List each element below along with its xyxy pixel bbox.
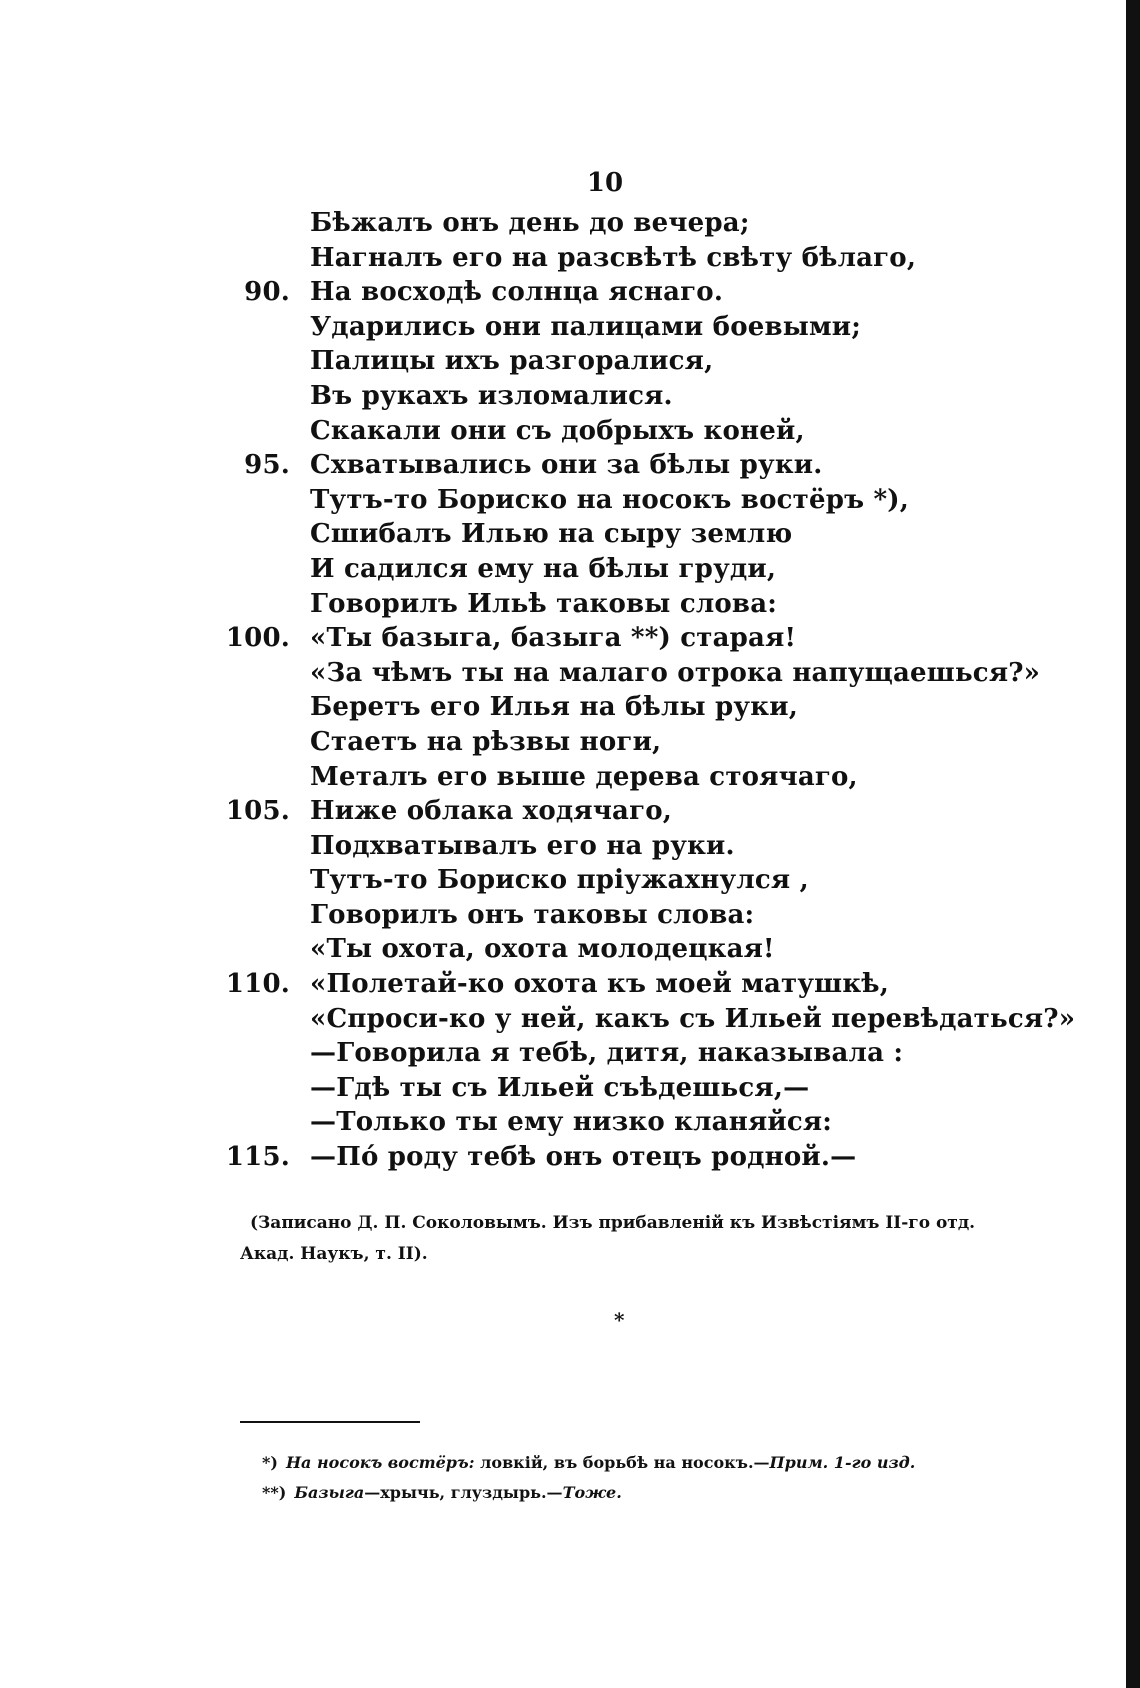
verse-number: 95. <box>244 450 290 481</box>
verse-text: Нагналъ его на разсвѣтѣ свѣту бѣлаго, <box>310 242 917 273</box>
verse-text: «За чѣмъ ты на малаго отрока напущаешься?» <box>310 657 1041 688</box>
verse-text: «Полетай-ко охота къ моей матушкѣ, <box>310 969 890 1000</box>
verse-line <box>220 1002 1076 1037</box>
footnote <box>262 1478 1022 1508</box>
verse-line <box>220 552 1000 587</box>
verse-text: На восходѣ солнца яснаго. <box>310 277 724 308</box>
verse-text: И садился ему на бѣлы груди, <box>310 553 777 584</box>
verse-line <box>220 725 1000 760</box>
verse-line <box>220 967 1000 1002</box>
verse-number: 105. <box>225 796 290 827</box>
verse-line <box>220 621 1000 656</box>
verse-line <box>220 898 1000 933</box>
verse-line <box>220 344 1000 379</box>
verse-text: Ударились они палицами боевыми; <box>310 311 862 342</box>
footnote-body: ловкій, въ борьбѣ на носокъ.— <box>480 1453 770 1472</box>
footnote-mark: **) <box>262 1483 287 1502</box>
verse-line <box>220 1105 1000 1140</box>
source-note: (Записано Д. П. Соколовымъ. Изъ прибавленій къ Извѣстіямъ II-го отд. Акад. Наукъ, т. II). <box>240 1213 976 1264</box>
verse-text: «Ты охота, охота молодецкая! <box>310 934 775 965</box>
footnote-attribution: Прим. 1-го изд. <box>769 1453 916 1472</box>
footnote <box>262 1448 1022 1478</box>
footnote-body: —хрычь, глуздырь.— <box>364 1483 563 1502</box>
verse-text: —Только ты ему низко кланяйся: <box>310 1107 833 1138</box>
verse-line <box>220 275 1000 310</box>
verse-line <box>220 448 1000 483</box>
verse-line <box>220 517 1000 552</box>
verse-line <box>220 1071 1000 1106</box>
verse-text: Говорилъ онъ таковы слова: <box>310 899 755 930</box>
verse-line <box>220 483 1000 518</box>
verse-number: 90. <box>244 277 290 308</box>
verse-line <box>220 379 1000 414</box>
footnote-attribution: Тоже. <box>562 1483 622 1502</box>
footnotes <box>262 1448 1022 1508</box>
verse-text: Ниже облака ходячаго, <box>310 796 673 827</box>
verse-text: Тутъ-то Бориско пріужахнулся , <box>310 865 809 896</box>
verse-text: «Ты базыга, базыга **) старая! <box>310 623 797 654</box>
verse-line <box>220 241 1000 276</box>
verse-number: 115. <box>225 1142 290 1173</box>
verse-line <box>220 932 1000 967</box>
verse-line <box>220 206 1000 241</box>
verse-line <box>220 760 1000 795</box>
footnote-mark: *) <box>262 1453 278 1472</box>
verse-text: Тутъ-то Бориско на носокъ востёръ *), <box>310 484 910 515</box>
verse-text: Бѣжалъ онъ день до вечера; <box>310 208 750 238</box>
verse-text: Металъ его выше дерева стоячаго, <box>310 761 858 792</box>
verse-line <box>220 1140 1000 1175</box>
verse-text: —Говорила я тебѣ, дитя, наказывала : <box>310 1038 904 1069</box>
verse-line <box>220 829 1000 864</box>
verse-line <box>220 587 1000 622</box>
page-number: 10 <box>586 168 624 198</box>
footnote-term: На носокъ востёръ: <box>285 1453 475 1472</box>
verse-line <box>220 414 1000 449</box>
verse-text: Сшибалъ Илью на сыру землю <box>310 519 793 550</box>
verse-text: Беретъ его Илья на бѣлы руки, <box>310 692 798 723</box>
verse-text: —Пó роду тебѣ онъ отецъ родной.— <box>310 1142 857 1173</box>
verse-line <box>220 656 1041 691</box>
verse-text: Подхватывалъ его на руки. <box>310 830 735 861</box>
footnote-divider <box>240 1421 420 1423</box>
footnote-term: Базыга <box>294 1483 365 1502</box>
verse-text: «Спроси-ко у ней, какъ съ Ильей перевѣдаться?» <box>310 1003 1076 1034</box>
verse-number: 110. <box>225 969 290 1000</box>
verse-text: Палицы ихъ разгоралися, <box>310 346 714 377</box>
verse-line <box>220 794 1000 829</box>
verse-line <box>220 863 1000 898</box>
poem-verses <box>220 206 1076 1175</box>
verse-text: Говорилъ Ильѣ таковы слова: <box>310 588 778 619</box>
verse-text: Схватывались они за бѣлы руки. <box>310 450 823 481</box>
ornament-star: * <box>614 1308 625 1332</box>
verse-text: Стаетъ на рѣзвы ноги, <box>310 726 662 757</box>
verse-line <box>220 310 1000 345</box>
verse-line <box>220 1036 1000 1071</box>
verse-line <box>220 690 1000 725</box>
verse-text: Скакали они съ добрыхъ коней, <box>310 415 805 446</box>
page-edge-shadow <box>1126 0 1140 1688</box>
verse-text: Въ рукахъ изломалися. <box>310 380 673 411</box>
verse-text: —Гдѣ ты съ Ильей съѣдешься,— <box>310 1072 810 1103</box>
verse-number: 100. <box>225 623 290 654</box>
